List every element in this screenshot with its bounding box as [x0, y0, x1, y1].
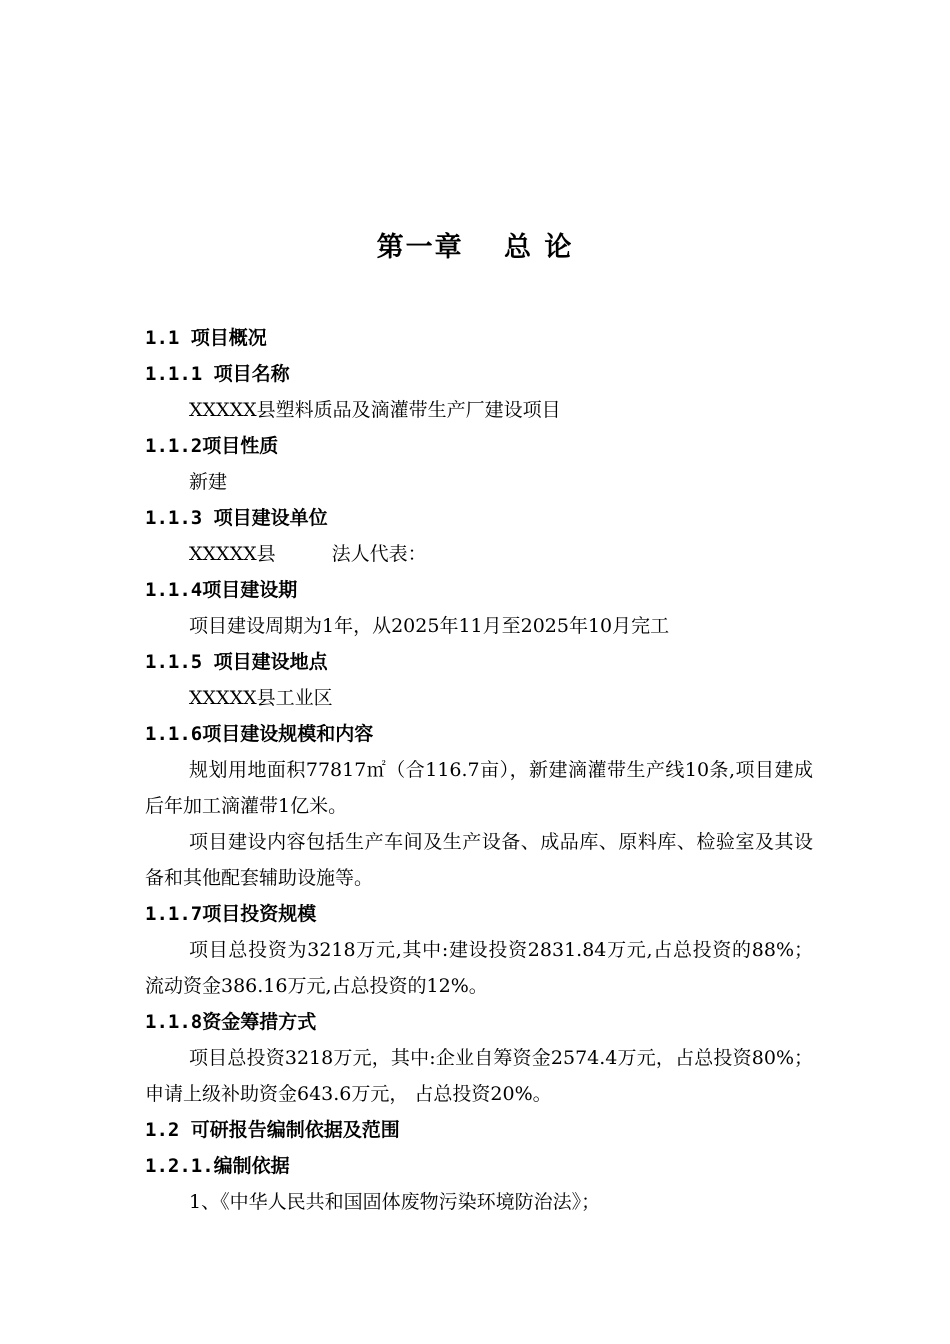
construction-period-text: 项目建设周期为1年，从2025年11月至2025年10月完工 [189, 615, 670, 637]
chapter-title: 第一章 总 论 [376, 232, 574, 263]
heading-1-1-7: 1.1.7项目投资规模 [145, 903, 317, 925]
heading-1-1-2: 1.1.2项目性质 [145, 435, 279, 457]
project-name-text: XXXXX县塑料质品及滴灌带生产厂建设项目 [189, 399, 561, 421]
construction-unit: XXXXX县 [189, 543, 276, 565]
scale-paragraph-2: 项目建设内容包括生产车间及生产设备、成品库、原料库、检验室及其设备和其他配套辅助设施等。 [145, 831, 813, 889]
heading-1-1-1: 1.1.1 项目名称 [145, 363, 290, 385]
heading-1-1-3: 1.1.3 项目建设单位 [145, 507, 328, 529]
project-nature-text: 新建 [189, 471, 228, 493]
heading-1-1: 1.1 项目概况 [145, 327, 267, 349]
document-body [145, 320, 813, 1220]
legal-representative-label: 法人代表： [331, 543, 427, 565]
funding-paragraph: 项目总投资3218万元，其中:企业自筹资金2574.4万元，占总投资80%；申请上级补助资金643.6万元， 占总投资20%。 [145, 1047, 813, 1105]
construction-unit-line [145, 536, 813, 572]
heading-1-1-5: 1.1.5 项目建设地点 [145, 651, 328, 673]
heading-1-1-6: 1.1.6项目建设规模和内容 [145, 723, 374, 745]
heading-1-1-8: 1.1.8资金筹措方式 [145, 1011, 317, 1033]
heading-1-1-4: 1.1.4项目建设期 [145, 579, 298, 601]
heading-1-2: 1.2 可研报告编制依据及范围 [145, 1119, 400, 1141]
investment-paragraph: 项目总投资为3218万元,其中:建设投资2831.84万元,占总投资的88%；流动资金386.16万元,占总投资的12%。 [145, 939, 813, 997]
basis-item-1: 1、《中华人民共和国固体废物污染环境防治法》； [189, 1191, 601, 1213]
construction-location-text: XXXXX县工业区 [189, 687, 333, 709]
heading-1-2-1: 1.2.1.编制依据 [145, 1155, 290, 1177]
scale-paragraph-1: 规划用地面积77817㎡（合116.7亩），新建滴灌带生产线10条,项目建成后年加工滴灌带1亿米。 [145, 759, 813, 817]
